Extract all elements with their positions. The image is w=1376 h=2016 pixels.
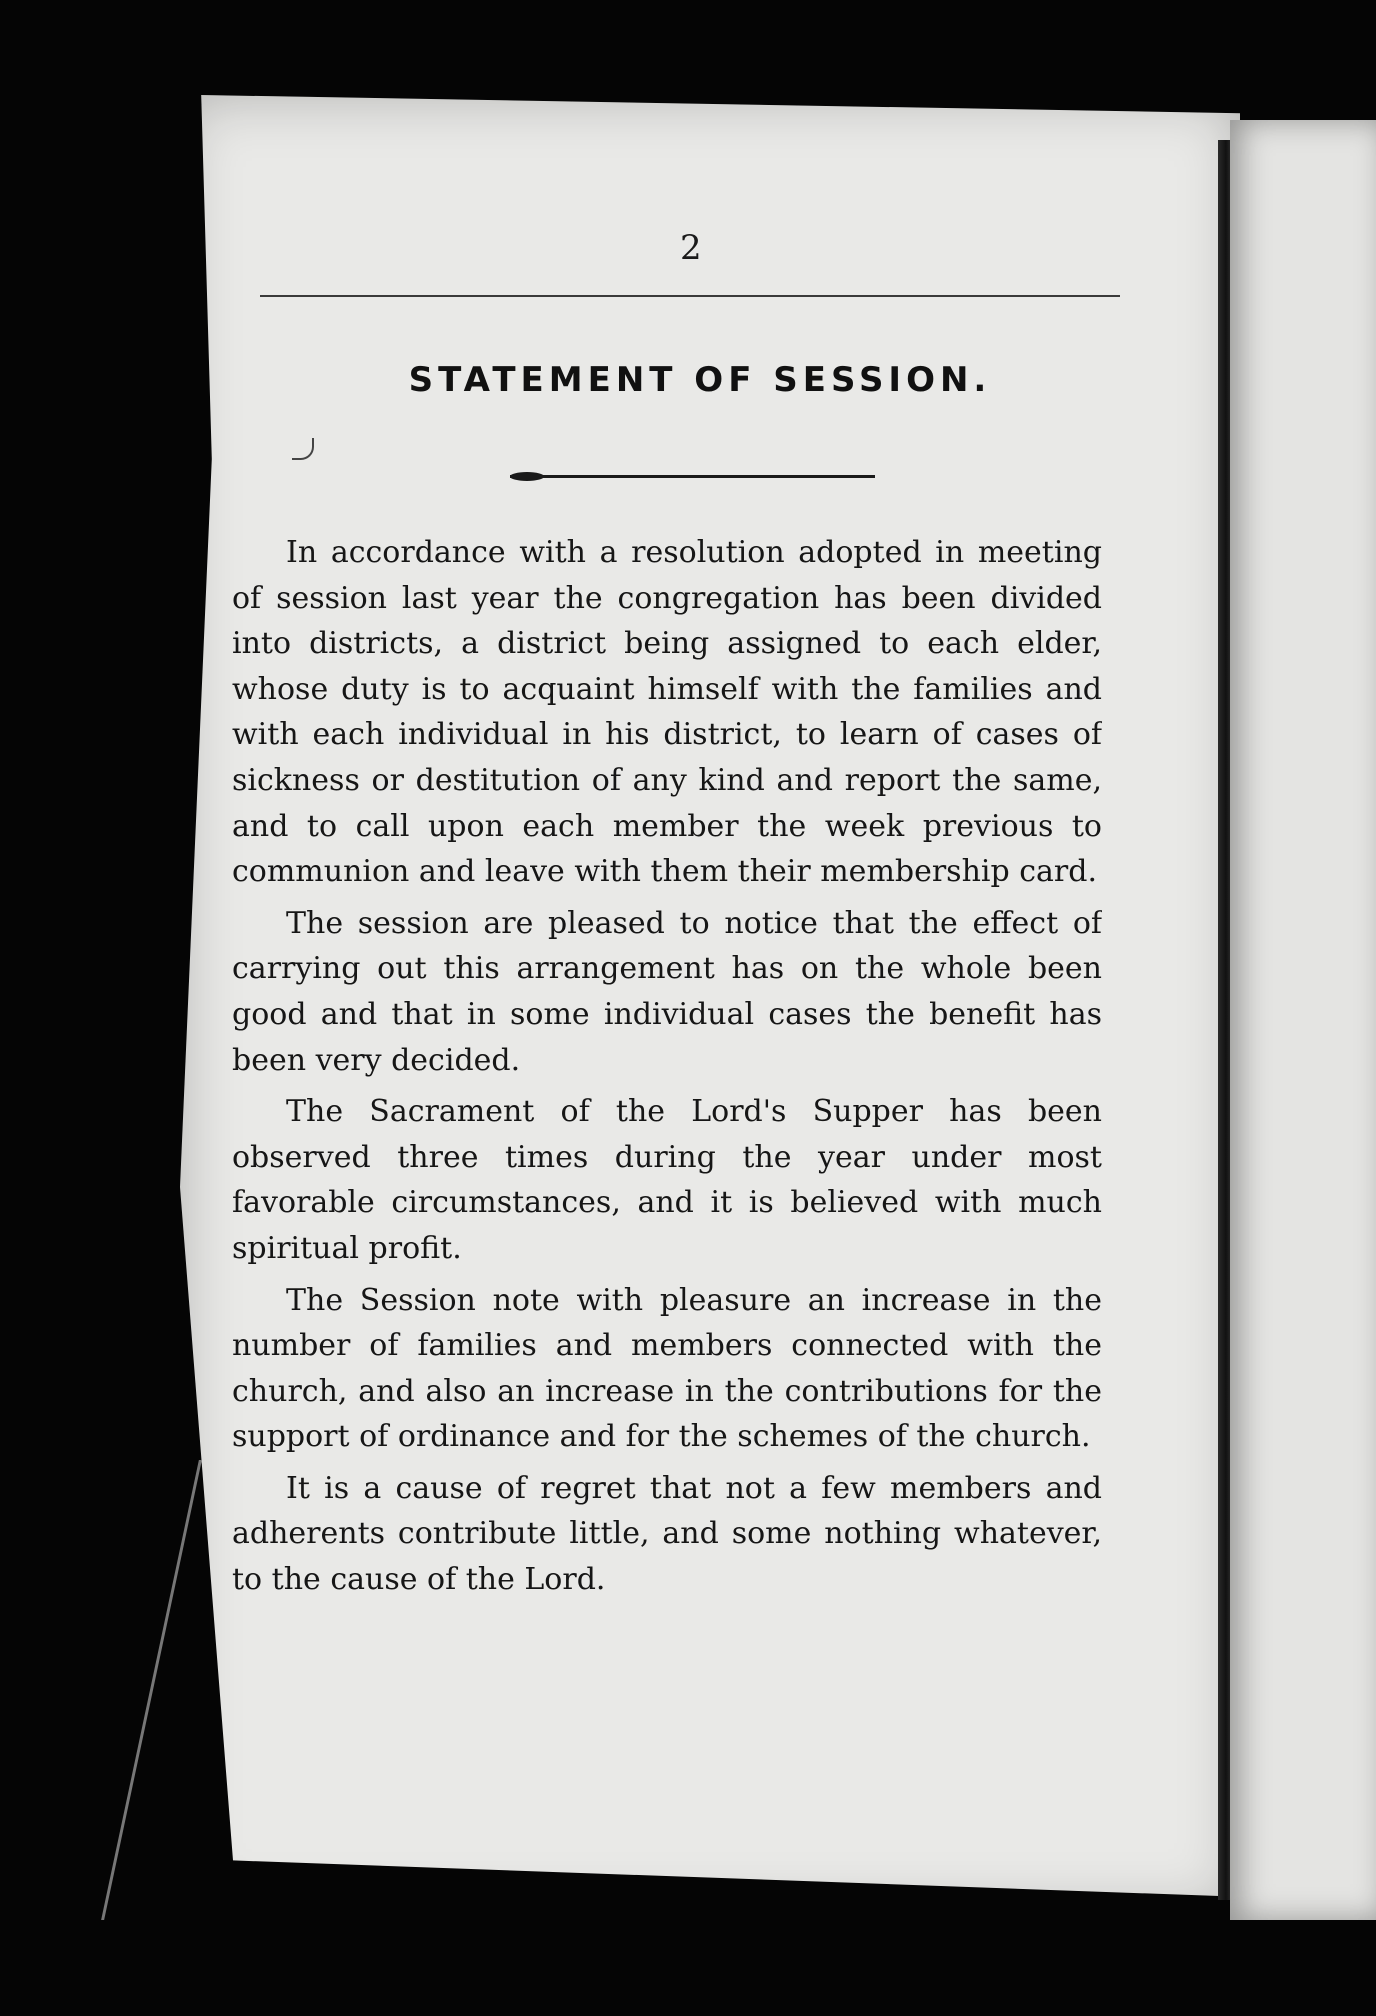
top-rule	[260, 295, 1120, 297]
page-number: 2	[680, 228, 702, 268]
paragraph-increase: The Session note with pleasure an increase in the number of families and members connected with the church, and also an increase in the contributions for the support of ordinance and for the schemes of the church.	[232, 1282, 1102, 1455]
paragraph-sacrament: The Sacrament of the Lord's Supper has been observed three times during the year under most favorable circumstances, and it is believed with much spiritual profit.	[232, 1094, 1102, 1266]
paragraph-effect: The session are pleased to notice that the effect of carrying out this arrangement has on the whole been good and that in some individual cases the benefit has been very decided.	[232, 905, 1102, 1078]
body-text	[232, 530, 1102, 1609]
section-heading: STATEMENT OF SESSION.	[408, 360, 992, 400]
paragraph-districts: In accordance with a resolution adopted in meeting of session last year the congregation has been divided into districts, a district being assigned to each elder, whose duty is to acquaint himself with the families and with each individual in his district, to learn of cases of sickness or destitution of any kind and report the same, and to call upon each member the week previous to communion and leave with them their membership card.	[232, 535, 1102, 890]
heading-rule	[510, 475, 875, 478]
paragraph-regret: It is a cause of regret that not a few members and adherents contribute little, and some nothing whatever, to the cause of the Lord.	[232, 1470, 1102, 1598]
right-page	[1230, 120, 1376, 1920]
